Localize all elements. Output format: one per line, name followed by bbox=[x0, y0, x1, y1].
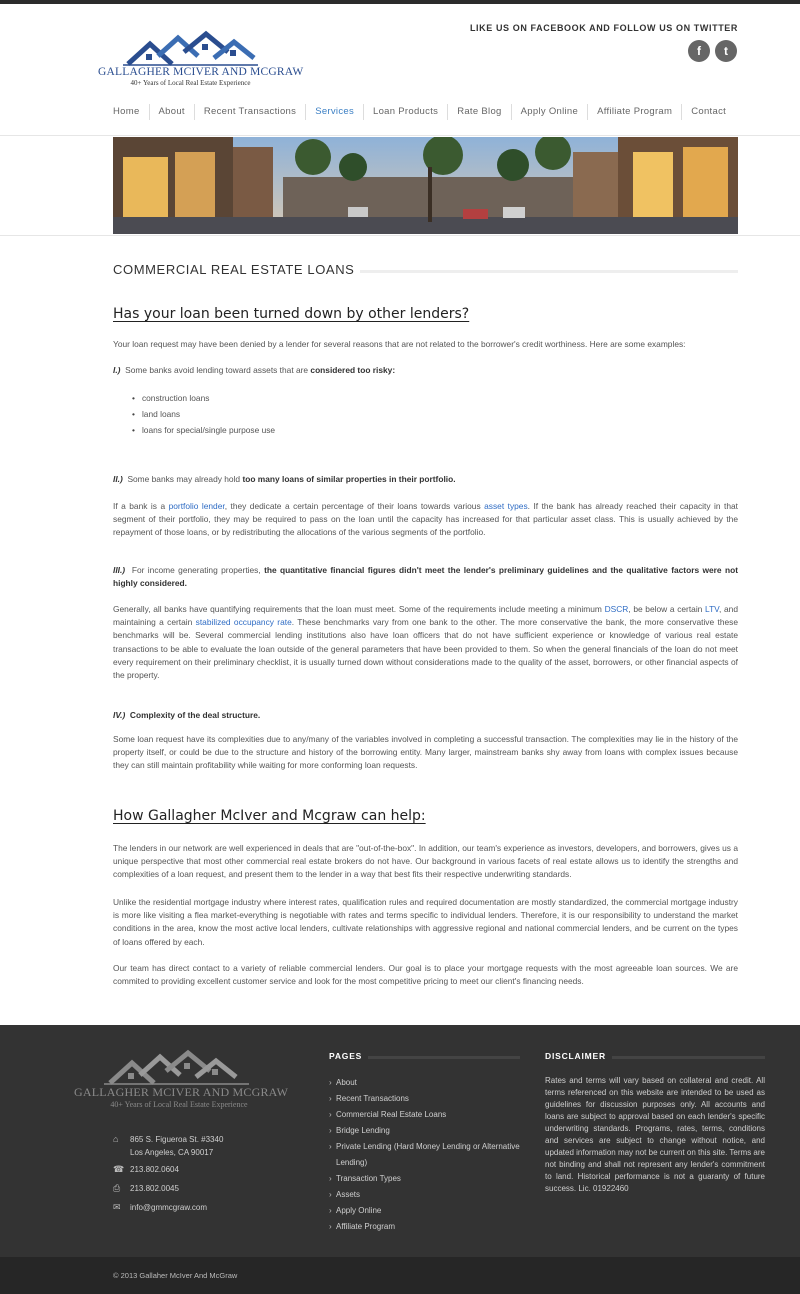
footer-address bbox=[113, 1133, 223, 1159]
footer-logo-name: GALLAGHER MCIVER AND MCGRAW bbox=[74, 1085, 289, 1099]
footer-email bbox=[113, 1201, 207, 1214]
address-line-2: Los Angeles, CA 90017 bbox=[130, 1148, 214, 1157]
reason-4 bbox=[113, 709, 738, 722]
banner-divider bbox=[0, 235, 800, 236]
nav-rate-blog[interactable]: Rate Blog bbox=[447, 104, 510, 120]
text-span: If a bank is a bbox=[113, 501, 169, 511]
footer-link-recent-transactions[interactable]: › Recent Transactions bbox=[329, 1091, 529, 1107]
logo-name: GALLAGHER MCIVER AND MCGRAW bbox=[98, 66, 304, 78]
copyright-text: © 2013 Gallaher McIver And McGraw bbox=[113, 1271, 238, 1280]
nav-home[interactable]: Home bbox=[113, 106, 140, 117]
reason-1 bbox=[113, 364, 738, 377]
text-span: factors were not highly considered. bbox=[113, 565, 738, 589]
phone-number[interactable]: 213.802.0604 bbox=[130, 1165, 179, 1174]
social-callout: LIKE US ON FACEBOOK AND FOLLOW US ON TWITTER bbox=[469, 23, 738, 33]
text-span: the bbox=[264, 565, 281, 575]
text-span: . If the bank has already reached their capacity in that segment of their portfolio, they may be required to pass on the loan until the capacity has increased for that particular asset class. This is usually achieved by the repayment of those loans, or by redistributing the allocations of the various segments of the portfolio. bbox=[113, 501, 738, 538]
nav-loan-products[interactable]: Loan Products bbox=[363, 104, 447, 120]
ltv-link[interactable]: LTV bbox=[705, 604, 719, 614]
reason-2-text: Some banks may already hold bbox=[127, 474, 243, 484]
occupancy-rate-link[interactable]: stabilized occupancy rate bbox=[195, 617, 292, 628]
reason-4-number: IV.) bbox=[113, 710, 126, 720]
footer-link-bridge-lending[interactable]: › Bridge Lending bbox=[329, 1123, 529, 1139]
nav-contact[interactable]: Contact bbox=[681, 104, 735, 120]
reason-1-number: I.) bbox=[113, 365, 121, 375]
heading-turned-down: Has your loan been turned down by other lenders? bbox=[113, 306, 470, 322]
complexity-paragraph: Some loan request have its complexities due to any/many of the variables involved in completing a successful transaction. The complexities may lie in the history of the property itself, or could be due to the structure and history of the borrowing entity. Many larger, mainstream banks shy away from loans with complex issues because they can still maintain profitability while waiting for more conforming loan requests. bbox=[113, 734, 738, 771]
reason-2 bbox=[113, 473, 738, 486]
help-paragraph-1: The lenders in our network are well experienced in deals that are "out-of-the-box". In addition, our team's experience as investors, developers, and borrowers, gives us a unique perspective that most other commercial real estate brokers do not have. Our background in various facets of real estate allows us to identify the strengths and complexities of a loan request, and present them to the lender in a way that best fits their respective underwriting standards. bbox=[113, 843, 738, 880]
home-icon: ⌂ bbox=[113, 1134, 119, 1144]
reason-3-text: For income generating properties, bbox=[131, 565, 265, 575]
pages-heading: PAGES bbox=[329, 1051, 363, 1061]
requirements-paragraph bbox=[113, 603, 738, 682]
nav-services[interactable]: Services bbox=[305, 104, 363, 120]
footer-logo[interactable] bbox=[74, 1049, 289, 1119]
page-title: COMMERCIAL REAL ESTATE LOANS bbox=[113, 262, 355, 277]
nav-recent-transactions[interactable]: Recent Transactions bbox=[194, 104, 305, 120]
list-item: • land loans bbox=[132, 406, 275, 422]
help-paragraph-2: Unlike the residential mortgage industry where interest rates, qualification rules and required documentation are mostly standardized, the commercial mortgage industry is more like visiting a flea market-everything is negotiable with rates and terms specific to individual lenders. Therefore, it is our responsibility to understand the market conditions in the area, know the most active local lenders, cultivate relationships with aggressive regional and national commercial lenders, and be current on the types of loans offered by each. bbox=[113, 897, 738, 947]
asset-types-link[interactable]: asset types bbox=[484, 501, 528, 511]
nav-apply-online[interactable]: Apply Online bbox=[511, 104, 587, 120]
disclaimer-text: Rates and terms will vary based on collateral and credit. All terms referenced on this website are intended to be used as guidelines for discussion purposes only. All accounts and loans are subject to approval based on each lender's specific underwriting standards. Programs, rates, terms, conditions and services are subject to change without notice, and updated information may not be current on this site. Terms are not binding and shall not represent any lender's commitment to land. Historical performance is not a guaranty of future success. Lic. 01922460 bbox=[545, 1076, 765, 1193]
reason-3-number: III.) bbox=[113, 565, 126, 575]
house-roofs-logo-icon bbox=[74, 1049, 284, 1089]
footer-pages-list bbox=[329, 1075, 529, 1235]
footer-link-commercial-loans[interactable]: › Commercial Real Estate Loans bbox=[329, 1107, 529, 1123]
text-span: . These benchmarks vary from one bank to the other. The more conservative the bank, the more conservative these benchmarks will be. Several commercial lending institutions also have loan officers that do not have sufficient experience or knowledge of various real estate transactions to be able to evaluate the loan outside of the general parameters that have been provided to them. So when the general financials of the loan do not meet every requirement on their preliminary checklist, it is usually turned down without considerations made to the quality of the asset, borrowers, or other financial aspects of the property. bbox=[113, 617, 738, 681]
logo-tagline: 40+ Years of Local Real Estate Experience bbox=[130, 79, 251, 87]
reason-2-bold: too many loans of similar properties in their portfolio. bbox=[242, 474, 456, 484]
intro-paragraph: Your loan request may have been denied by a lender for several reasons that are not related to the borrower's credit worthiness. Here are some examples: bbox=[113, 339, 686, 349]
footer-logo-tagline: 40+ Years of Local Real Estate Experience bbox=[110, 1100, 248, 1109]
email-link[interactable]: info@gmmcgraw.com bbox=[130, 1203, 208, 1212]
fax-icon: ⎙ bbox=[113, 1183, 121, 1193]
quantitative-link[interactable]: quantitative bbox=[280, 565, 328, 575]
portfolio-paragraph bbox=[113, 500, 738, 540]
phone-icon: ☎ bbox=[113, 1164, 125, 1174]
disclaimer-heading: DISCLAIMER bbox=[545, 1051, 606, 1061]
fax-number: 213.802.0045 bbox=[130, 1184, 179, 1193]
footer-link-affiliate-program[interactable]: › Affiliate Program bbox=[329, 1219, 529, 1235]
text-span: Generally, all banks have quantifying requirements that the loan must meet. Some of the requirements include meeting a minimum bbox=[113, 604, 605, 614]
risky-assets-list bbox=[132, 390, 275, 438]
text-span: , be below a certain bbox=[628, 604, 706, 614]
dscr-link[interactable]: DSCR bbox=[604, 604, 629, 614]
footer-link-assets[interactable]: › Assets bbox=[329, 1187, 529, 1203]
reason-3 bbox=[113, 564, 738, 590]
text-span: financial figures didn't meet the lender's preliminary guidelines and the bbox=[327, 565, 627, 575]
mail-icon: ✉ bbox=[113, 1202, 121, 1212]
footer-link-apply-online[interactable]: › Apply Online bbox=[329, 1203, 529, 1219]
disclaimer-heading-rule bbox=[612, 1056, 765, 1059]
portfolio-lender-link[interactable]: portfolio lender bbox=[168, 501, 225, 511]
site-footer bbox=[0, 1025, 800, 1257]
reason-1-bold: considered too risky: bbox=[310, 365, 396, 375]
site-header bbox=[0, 4, 800, 136]
facebook-icon[interactable]: f bbox=[688, 40, 710, 62]
footer-phone bbox=[113, 1163, 179, 1176]
nav-affiliate-program[interactable]: Affiliate Program bbox=[587, 104, 681, 120]
main-nav bbox=[104, 104, 735, 120]
title-rule bbox=[360, 270, 738, 273]
text-span: , and maintaining a certain bbox=[113, 604, 738, 628]
heading-how-we-help: How Gallagher McIver and Mcgraw can help: bbox=[113, 808, 426, 824]
footer-fax bbox=[113, 1182, 179, 1195]
twitter-icon[interactable]: t bbox=[715, 40, 737, 62]
reason-2-number: II.) bbox=[113, 474, 123, 484]
site-logo[interactable] bbox=[98, 30, 304, 90]
footer-link-private-lending[interactable]: › Private Lending (Hard Money Lending or Alternative Lending) bbox=[329, 1139, 529, 1171]
pages-heading-rule bbox=[368, 1056, 520, 1059]
reason-4-bold: Complexity of the deal structure. bbox=[129, 710, 261, 720]
copyright-bar bbox=[0, 1257, 800, 1294]
street-scene-image bbox=[113, 137, 738, 234]
nav-about[interactable]: About bbox=[149, 104, 194, 120]
footer-link-transaction-types[interactable]: › Transaction Types bbox=[329, 1171, 529, 1187]
footer-link-about[interactable]: › About bbox=[329, 1075, 529, 1091]
text-span: , they dedicate a certain percentage of their loans towards various bbox=[224, 501, 485, 511]
reason-1-text: Some banks avoid lending toward assets that are bbox=[125, 365, 311, 375]
address-line-1: 865 S. Figueroa St. #3340 bbox=[130, 1135, 224, 1144]
list-item: • construction loans bbox=[132, 390, 275, 406]
qualitative-link[interactable]: qualitative bbox=[626, 565, 668, 575]
help-paragraph-3: Our team has direct contact to a variety of reliable commercial lenders. Our goal is to place your mortgage requests with the most agreeable loan sources. We are commited to providing excellent customer service and look for the most competitive pricing to meet our client's financing needs. bbox=[113, 963, 738, 987]
house-roofs-logo-icon bbox=[98, 30, 283, 70]
list-item: • loans for special/single purpose use bbox=[132, 422, 275, 438]
street-banner-image bbox=[113, 137, 738, 234]
